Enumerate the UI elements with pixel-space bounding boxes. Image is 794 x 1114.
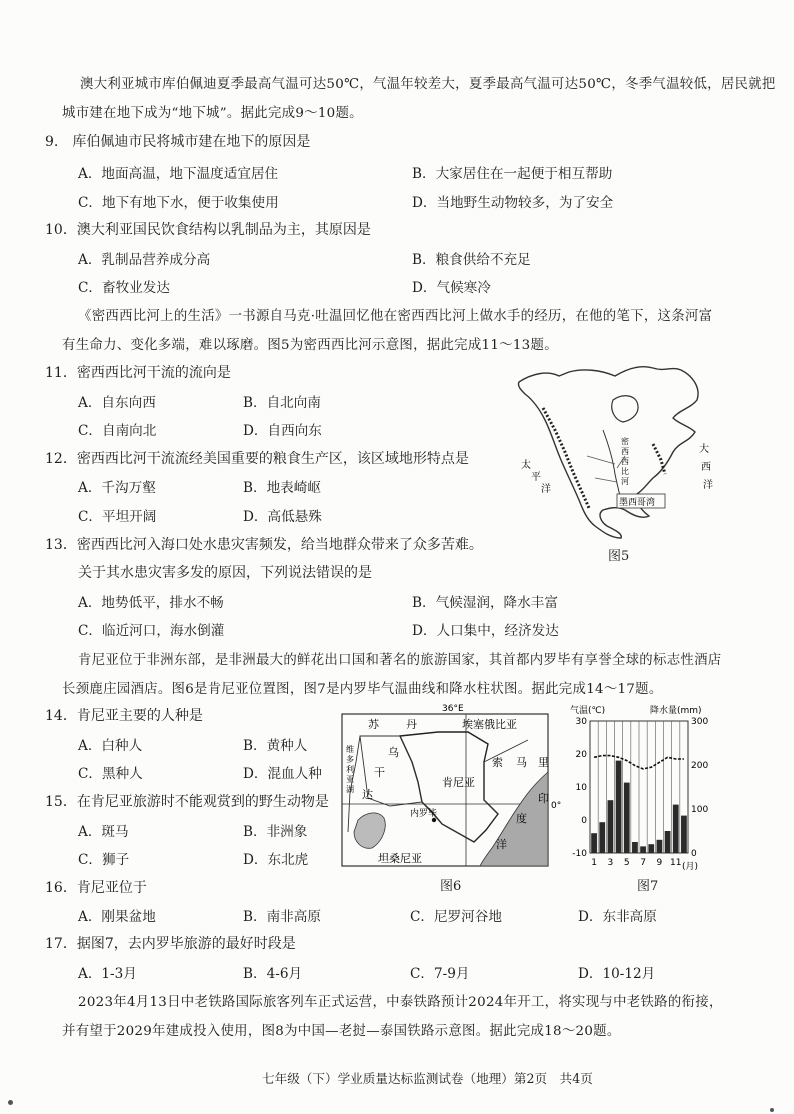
precip-bar	[599, 822, 605, 853]
figure-5-caption: 图5	[608, 549, 630, 564]
question-15-option-b: B．非洲象	[243, 824, 308, 840]
precip-bar	[591, 833, 597, 853]
question-11-option-d: D．自西向东	[243, 423, 322, 439]
temp-axis-title: 气温(℃)	[570, 706, 606, 716]
question-9-option-b: B．大家居住在一起便于相互帮助	[412, 166, 613, 182]
intro-paragraph-4-line-1: 2023年4月13日中老铁路国际旅客列车正式运营，中泰铁路预计2024年开工，将实现与中老铁路的衔接，	[78, 995, 723, 1010]
question-16-option-b: B．南非高原	[243, 909, 321, 925]
question-17-stem: 17．据图7，去内罗毕旅游的最好时段是	[45, 936, 296, 952]
temp-tick-label: -10	[572, 849, 587, 859]
longitude-label: 36°E	[442, 704, 464, 714]
question-10-option-c: C．畜牧业发达	[78, 280, 170, 296]
uganda-label: 达	[362, 788, 373, 801]
lake-victoria	[354, 813, 385, 848]
question-12-option-b: B．地表崎岖	[243, 480, 321, 496]
victoria-label: 多	[346, 755, 354, 764]
month-tick-label: 9	[656, 858, 663, 868]
page-footer: 七年级（下）学业质量达标监测试卷（地理）第2页 共4页	[262, 1071, 593, 1086]
question-12-option-a: A．千沟万壑	[78, 480, 156, 496]
sudan-label: 丹	[406, 718, 417, 731]
question-13-option-c: C．临近河口，海水倒灌	[78, 623, 225, 639]
question-13-stem: 13．密西西比河入海口处水患灾害频发，给当地群众带来了众多苦难。	[45, 537, 483, 553]
figure-7-climate-chart	[566, 703, 714, 873]
appalachian-mountains	[653, 444, 665, 474]
precip-bar	[673, 805, 679, 853]
river-label: 河	[621, 477, 629, 486]
victoria-label: 维	[346, 745, 354, 754]
month-tick-label: 3	[607, 858, 614, 868]
month-unit-label: (月)	[682, 862, 699, 872]
question-9-stem: 9. 库伯佩迪市民将城市建在地下的原因是	[45, 134, 311, 150]
temp-tick-label: 30	[575, 717, 587, 727]
question-11-option-a: A．自东向西	[78, 395, 156, 411]
victoria-label: 亚	[346, 775, 354, 784]
question-15-option-c: C．狮子	[78, 852, 130, 868]
question-10-option-d: D．气候寒冷	[412, 280, 491, 296]
figure-6-kenya-map	[338, 702, 562, 870]
intro-paragraph-2-line-2: 有生命力、变化多端，难以琢磨。图5为密西西比河示意图，据此完成11～13题。	[62, 338, 558, 353]
intro-paragraph-3-line-1: 肯尼亚位于非洲东部，是非洲最大的鲜花出口国和著名的旅游国家，其首都内罗毕有享誉全球的标志性酒店	[78, 653, 722, 668]
question-14-option-a: A．白种人	[78, 738, 143, 754]
question-12-option-d: D．高低悬殊	[243, 509, 322, 525]
question-9-option-d: D．当地野生动物较多，为了安全	[412, 195, 614, 211]
pacific-label: 太	[521, 460, 531, 471]
question-17-option-b: B．4-6月	[243, 966, 303, 982]
precip-tick-label: 100	[691, 805, 709, 815]
question-17-option-d: D．10-12月	[578, 966, 656, 982]
scan-speck	[8, 1100, 13, 1105]
somalia-label: 索	[492, 756, 503, 769]
figure-5-mississippi-map	[503, 360, 725, 540]
temp-tick-label: 0	[581, 816, 587, 826]
question-14-stem: 14．肯尼亚主要的人种是	[45, 708, 203, 724]
question-17-option-c: C．7-9月	[410, 966, 470, 982]
question-12-option-c: C．平坦开阔	[78, 509, 157, 525]
precip-bar	[657, 840, 663, 853]
intro-paragraph-1-line-2: 城市建在地下成为“地下城”。据此完成9～10题。	[62, 106, 363, 121]
precip-axis-title: 降水量(mm)	[650, 706, 702, 716]
river-label: 西	[621, 457, 629, 466]
question-13-option-d: D．人口集中，经济发达	[412, 623, 559, 639]
ocean-label: 印	[538, 792, 549, 805]
question-9-option-c: C．地下有地下水，便于收集使用	[78, 195, 279, 211]
intro-paragraph-2-line-1: 《密西西比河上的生活》一书源自马克·吐温回忆他在密西西比河上做水手的经历，在他的笔下，这条河富	[78, 309, 713, 324]
question-13-option-b: B．气候湿润，降水丰富	[412, 595, 558, 611]
question-13-option-a: A．地势低平，排水不畅	[78, 595, 224, 611]
month-tick-label: 1	[591, 858, 597, 868]
equator-label: 0°	[551, 801, 562, 811]
atlantic-label: 西	[701, 462, 711, 473]
question-10-option-a: A．乳制品营养成分高	[78, 252, 211, 268]
gulf-label: 墨西哥湾	[619, 498, 656, 508]
scan-speck	[770, 1108, 774, 1112]
intro-paragraph-4-line-2: 并有望于2029年建成投入使用，图8为中国—老挝—泰国铁路示意图。据此完成18～20题。	[62, 1024, 621, 1039]
question-13-stem-line-2: 关于其水患灾害多发的原因，下列说法错误的是	[78, 565, 372, 581]
question-10-stem: 10．澳大利亚国民饮食结构以乳制品为主，其原因是	[45, 222, 371, 238]
somalia-label: 马	[516, 756, 527, 769]
temp-tick-label: 20	[575, 750, 587, 760]
precip-bar	[681, 816, 687, 853]
precip-bar	[665, 831, 671, 853]
question-17-option-a: A．1-3月	[78, 966, 137, 982]
month-tick-label: 5	[623, 858, 630, 868]
precip-bar	[608, 800, 614, 853]
question-11-stem: 11．密西西比河干流的流向是	[45, 365, 231, 381]
question-11-option-b: B．自北向南	[243, 395, 321, 411]
precip-bar	[648, 844, 654, 853]
question-16-option-a: A．刚果盆地	[78, 909, 156, 925]
pacific-label: 平	[531, 472, 541, 483]
figure-6-caption: 图6	[440, 879, 462, 894]
month-tick-label: 11	[670, 858, 682, 868]
hudson-bay	[612, 396, 638, 422]
sudan-label: 苏	[368, 718, 379, 731]
question-15-option-d: D．东北虎	[243, 852, 309, 868]
precip-bar	[624, 783, 630, 853]
kenya-label: 肯尼亚	[442, 776, 475, 789]
pacific-label: 洋	[541, 484, 551, 495]
question-11-option-c: C．自南向北	[78, 423, 157, 439]
ocean-label: 度	[516, 812, 527, 825]
figure-7-caption: 图7	[637, 879, 659, 894]
precip-tick-label: 200	[691, 761, 709, 771]
mississippi-tributaries	[587, 456, 625, 482]
north-america-outline	[518, 367, 698, 538]
question-16-option-d: D．东非高原	[578, 909, 657, 925]
intro-paragraph-3-line-2: 长颈鹿庄园酒店。图6是肯尼亚位置图，图7是内罗毕气温曲线和降水柱状图。据此完成14～17题。	[62, 682, 663, 697]
month-tick-label: 7	[640, 858, 646, 868]
question-14-option-c: C．黑种人	[78, 766, 143, 782]
uganda-label: 干	[374, 766, 385, 779]
question-14-option-b: B．黄种人	[243, 738, 308, 754]
somalia-label: 里	[538, 756, 549, 769]
question-15-option-a: A．斑马	[78, 824, 129, 840]
tanzania-label: 坦桑尼亚	[378, 852, 422, 865]
precip-bar	[640, 846, 646, 853]
river-label: 比	[621, 467, 629, 476]
question-16-stem: 16．肯尼亚位于	[45, 880, 147, 896]
ethiopia-label: 埃塞俄比亚	[462, 718, 517, 731]
question-15-stem: 15．在肯尼亚旅游时不能观赏到的野生动物是	[45, 794, 329, 810]
river-label: 西	[621, 447, 629, 456]
question-9-option-a: A．地面高温，地下温度适宜居住	[78, 166, 279, 182]
question-10-option-b: B．粮食供给不充足	[412, 252, 531, 268]
intro-paragraph-1-line-1: 澳大利亚城市库伯佩迪夏季最高气温可达50℃，气温年较差大，夏季最高气温可达50℃，冬季气温较低，居民就把	[80, 77, 776, 92]
victoria-label: 利	[346, 765, 354, 774]
atlantic-label: 洋	[703, 480, 713, 491]
indian-ocean	[480, 772, 548, 866]
mississippi-river	[603, 430, 621, 500]
question-14-option-d: D．混血人种	[243, 766, 322, 782]
temp-tick-label: 10	[575, 783, 587, 793]
nairobi-label: 内罗毕	[410, 809, 438, 819]
question-12-stem: 12．密西西比河干流流经美国重要的粮食生产区，该区域地形特点是	[45, 451, 469, 467]
precip-bar	[632, 842, 638, 853]
ocean-label: 洋	[496, 838, 507, 851]
precip-bar	[616, 761, 622, 853]
uganda-label: 乌	[388, 746, 399, 759]
precip-tick-label: 300	[691, 717, 709, 727]
precip-tick-label: 0	[691, 849, 697, 859]
question-16-option-c: C．尼罗河谷地	[410, 909, 502, 925]
atlantic-label: 大	[699, 444, 709, 455]
victoria-label: 湖	[346, 785, 354, 794]
river-label: 密	[621, 437, 629, 446]
